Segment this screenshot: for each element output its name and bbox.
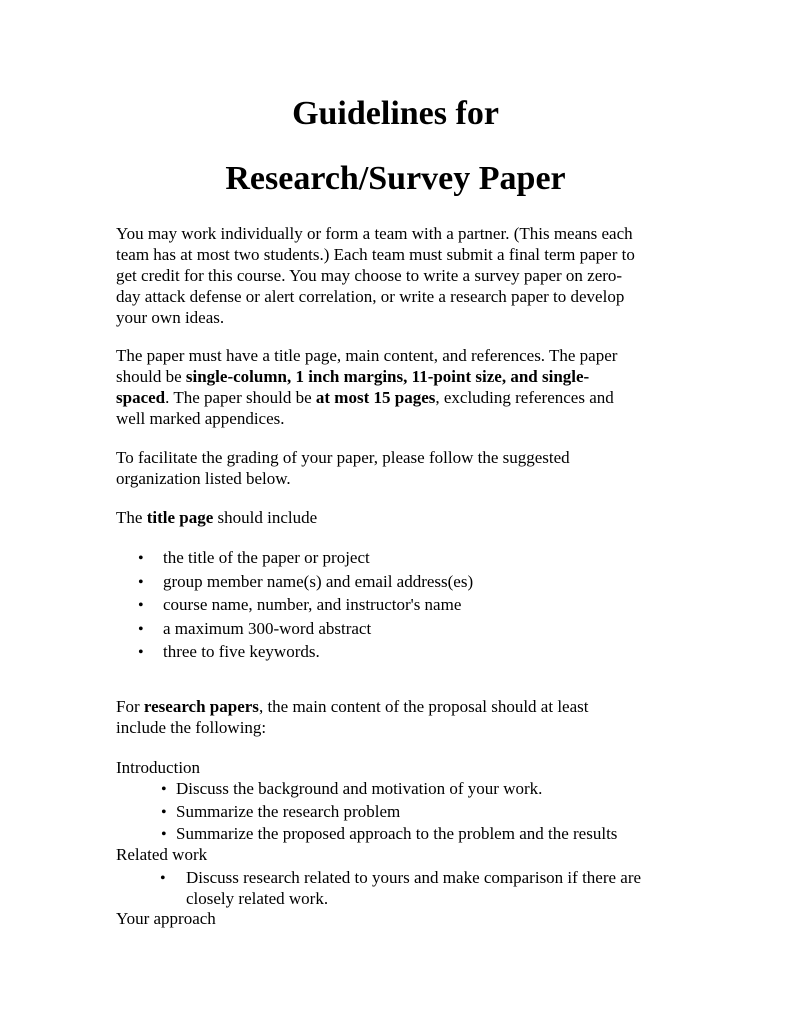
intro-paragraph — [116, 223, 681, 328]
intro-line-1: You may work individually or form a team with a partner. (This means each — [116, 224, 633, 243]
research-line-2: include the following: — [116, 718, 267, 737]
introduction-heading: Introduction — [116, 758, 201, 777]
grading-paragraph — [116, 447, 681, 489]
research-paragraph — [116, 696, 681, 738]
intro-line-4: day attack defense or alert correlation, or write a research paper to develop — [116, 287, 625, 306]
title-page-list — [138, 547, 473, 665]
list-item — [138, 547, 473, 571]
list-item-text: Summarize the research problem — [176, 802, 401, 821]
format-requirements: single-column, 1 inch margins, 11-point size, and single- — [185, 367, 590, 386]
intro-line-2: team has at most two students.) Each team must submit a final term paper to — [116, 245, 635, 264]
format-line-2-text: should be — [116, 367, 186, 386]
format-line-3-end: , excluding references and — [435, 388, 614, 407]
title-page-line — [116, 507, 681, 528]
format-page-limit: at most 15 pages — [315, 388, 436, 407]
bullet-icon: • — [138, 620, 144, 638]
bullet-icon: • — [161, 781, 167, 798]
title-page-pre: The — [116, 508, 147, 527]
research-line-1 — [116, 696, 681, 717]
format-line-2 — [116, 366, 681, 387]
title-page-post: should include — [213, 508, 318, 527]
bullet-icon: • — [138, 597, 144, 615]
list-item-text: group member name(s) and email address(es) — [163, 571, 474, 591]
your-approach-heading: Your approach — [116, 909, 216, 928]
bullet-icon: • — [138, 550, 144, 567]
grading-line-1: To facilitate the grading of your paper, please follow the suggested — [116, 448, 570, 467]
related-work-heading: Related work — [116, 845, 208, 864]
bullet-icon: • — [160, 870, 166, 887]
list-item-text: course name, number, and instructor's name — [163, 595, 462, 615]
list-item-text: Discuss the background and motivation of your work. — [176, 779, 543, 798]
list-item-text: a maximum 300-word abstract — [163, 618, 372, 638]
list-item — [160, 867, 641, 889]
intro-line-3: get credit for this course. You may choose to write a survey paper on zero- — [116, 266, 623, 285]
list-item — [138, 641, 473, 665]
format-line-3-text: . The paper should be — [165, 388, 316, 407]
list-item-text: three to five keywords. — [163, 642, 320, 662]
format-line-3 — [116, 387, 681, 408]
title-page-paragraph — [116, 507, 681, 528]
bullet-icon: • — [138, 644, 144, 662]
list-item — [161, 778, 542, 800]
list-item — [161, 801, 400, 823]
format-line-1: The paper must have a title page, main content, and references. The paper — [116, 346, 618, 365]
bullet-icon: • — [161, 804, 167, 821]
research-bold: research papers — [143, 697, 259, 716]
list-item — [138, 594, 473, 618]
list-item-text: Discuss research related to yours and make comparison if there are — [186, 868, 642, 887]
bullet-icon: • — [161, 826, 167, 843]
list-item — [138, 618, 473, 642]
research-pre: For — [116, 697, 144, 716]
title-page-bold: title page — [146, 508, 214, 527]
format-paragraph — [116, 345, 681, 429]
list-item-text: the title of the paper or project — [163, 548, 370, 567]
title-line-1: Guidelines for — [292, 95, 499, 132]
title-line-2: Research/Survey Paper — [225, 160, 566, 197]
list-item-text: Summarize the proposed approach to the problem and the results — [176, 824, 618, 843]
bullet-icon: • — [138, 573, 144, 591]
research-post: , the main content of the proposal should at least — [258, 697, 589, 716]
format-spaced: spaced — [116, 388, 166, 407]
grading-line-2: organization listed below. — [116, 469, 291, 488]
list-item — [138, 571, 473, 595]
format-line-4: well marked appendices. — [116, 409, 285, 428]
list-item-continuation: closely related work. — [186, 889, 329, 908]
list-item — [161, 823, 617, 845]
intro-line-5: your own ideas. — [116, 308, 225, 327]
